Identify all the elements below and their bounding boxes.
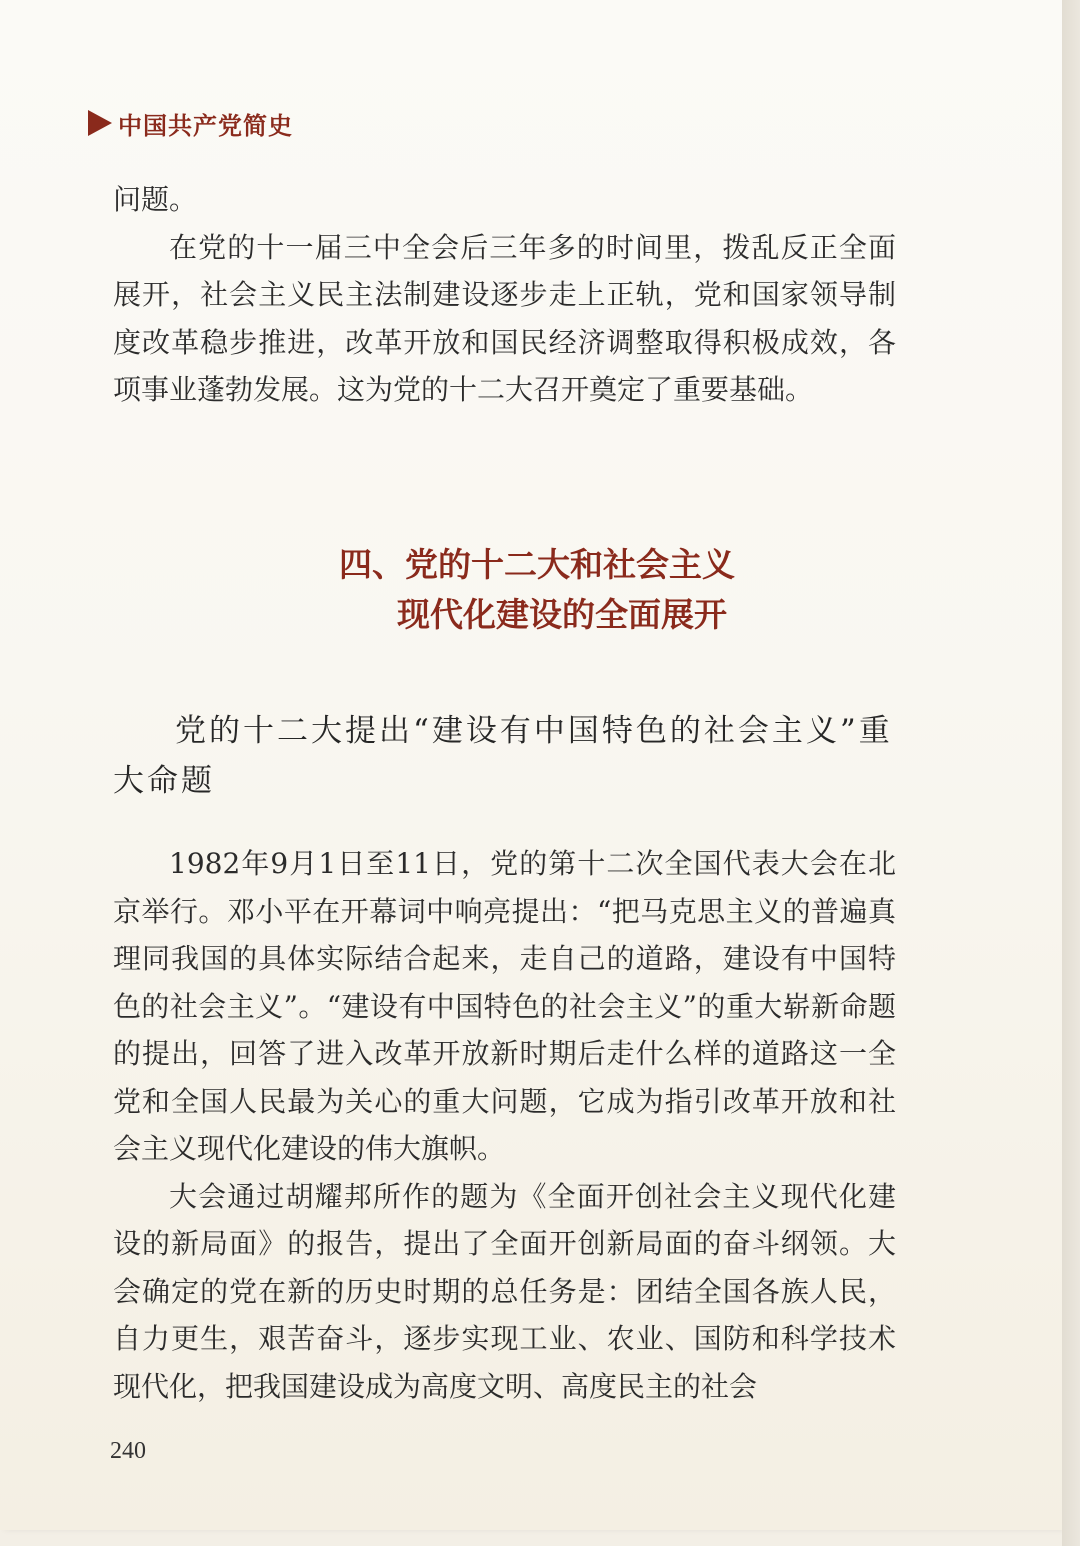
- paragraph: 在党的十一届三中全会后三年多的时间里，拨乱反正全面展开，社会主义民主法制建设逐步走上正轨，党和国家领导制度改革稳步推进，改革开放和国民经济调整取得积极成效，各项事业蓬勃发展。这为党的十二大召开奠定了重要基础。: [113, 230, 896, 406]
- subsection-heading: 党的十二大提出“建设有中国特色的社会主义”重大命题: [113, 713, 893, 799]
- section-heading-line-2: 现代化建设的全面展开: [397, 595, 727, 634]
- text-block-bottom: [113, 840, 896, 1410]
- book-title: 中国共产党简史: [118, 111, 293, 140]
- paragraph: 1982年9月1日至11日，党的第十二次全国代表大会在北京举行。邓小平在开幕词中响亮提出：“把马克思主义的普遍真理同我国的具体实际结合起来，走自己的道路，建设有中国特色的社会主义”。“建设有中国特色的社会主义”的重大崭新命题的提出，回答了进入改革开放新时期后走什么样的道路这一全党和全国人民最为关心的重大问题，它成为指引改革开放和社会主义现代化建设的伟大旗帜。: [113, 847, 896, 1165]
- running-header: [88, 106, 293, 140]
- page-edge: [1062, 0, 1080, 1546]
- page-number: 240: [110, 1438, 146, 1464]
- section-heading-line-1: 四、党的十二大和社会主义: [339, 545, 735, 584]
- triangle-marker-icon: [88, 110, 112, 136]
- paragraph: 大会通过胡耀邦所作的题为《全面开创社会主义现代化建设的新局面》的报告，提出了全面开创新局面的奋斗纲领。大会确定的党在新的历史时期的总任务是：团结全国各族人民，自力更生，艰苦奋斗，逐步实现工业、农业、国防和科学技术现代化，把我国建设成为高度文明、高度民主的社会: [113, 1179, 896, 1403]
- text-block-top: [113, 176, 896, 414]
- paragraph-continuation: 问题。: [113, 183, 198, 216]
- section-heading: [0, 540, 1062, 640]
